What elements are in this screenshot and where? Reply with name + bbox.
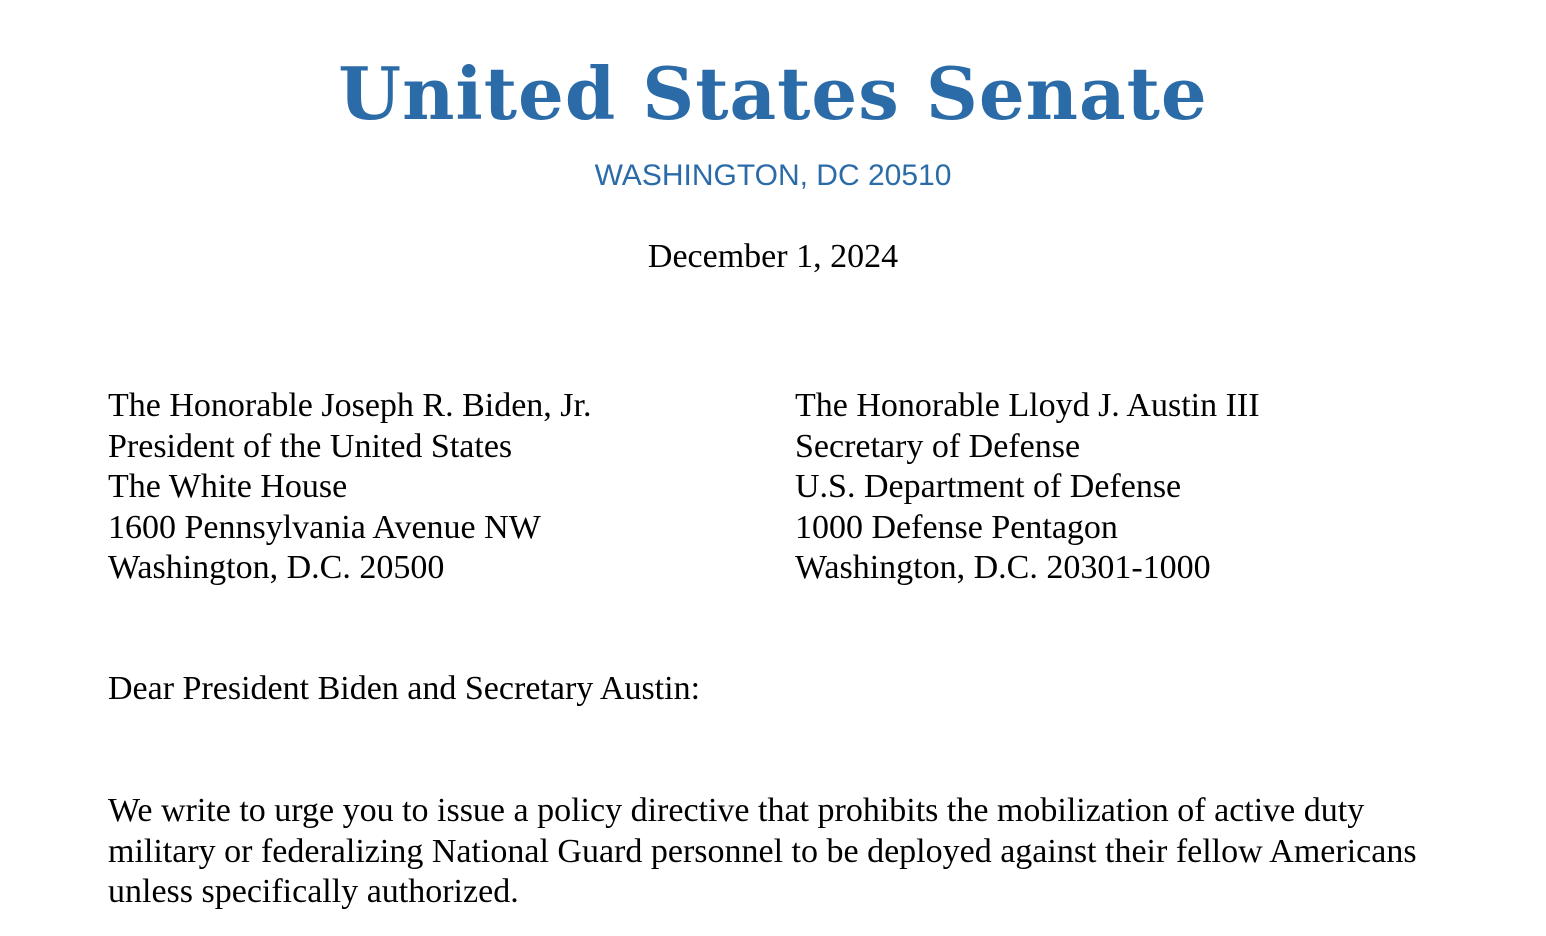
address-line: Washington, D.C. 20500 bbox=[108, 549, 445, 586]
recipient-address-secretary bbox=[795, 386, 1260, 589]
address-line: U.S. Department of Defense bbox=[795, 468, 1182, 505]
salutation: Dear President Biden and Secretary Austin: bbox=[108, 670, 701, 707]
body-line: military or federalizing National Guard personnel to be deployed against their fellow Americans bbox=[108, 832, 1417, 870]
recipient-address-president bbox=[108, 386, 592, 589]
body-line: We write to urge you to issue a policy directive that prohibits the mobilization of active duty bbox=[108, 792, 1365, 829]
letterhead-title: United States Senate bbox=[338, 51, 1208, 136]
address-line: The Honorable Joseph R. Biden, Jr. bbox=[108, 387, 592, 424]
address-line: President of the United States bbox=[108, 427, 513, 465]
body-line: unless specifically authorized. bbox=[108, 873, 519, 910]
address-line: The Honorable Lloyd J. Austin III bbox=[795, 387, 1260, 424]
address-line: 1600 Pennsylvania Avenue NW bbox=[108, 508, 541, 546]
body-paragraph bbox=[108, 791, 1488, 913]
address-line: The White House bbox=[108, 468, 348, 505]
address-line: 1000 Defense Pentagon bbox=[795, 508, 1118, 546]
letterhead-city: WASHINGTON, DC 20510 bbox=[594, 159, 952, 192]
address-line: Secretary of Defense bbox=[795, 427, 1081, 465]
letter-date: December 1, 2024 bbox=[647, 238, 899, 275]
address-line: Washington, D.C. 20301-1000 bbox=[795, 549, 1211, 586]
